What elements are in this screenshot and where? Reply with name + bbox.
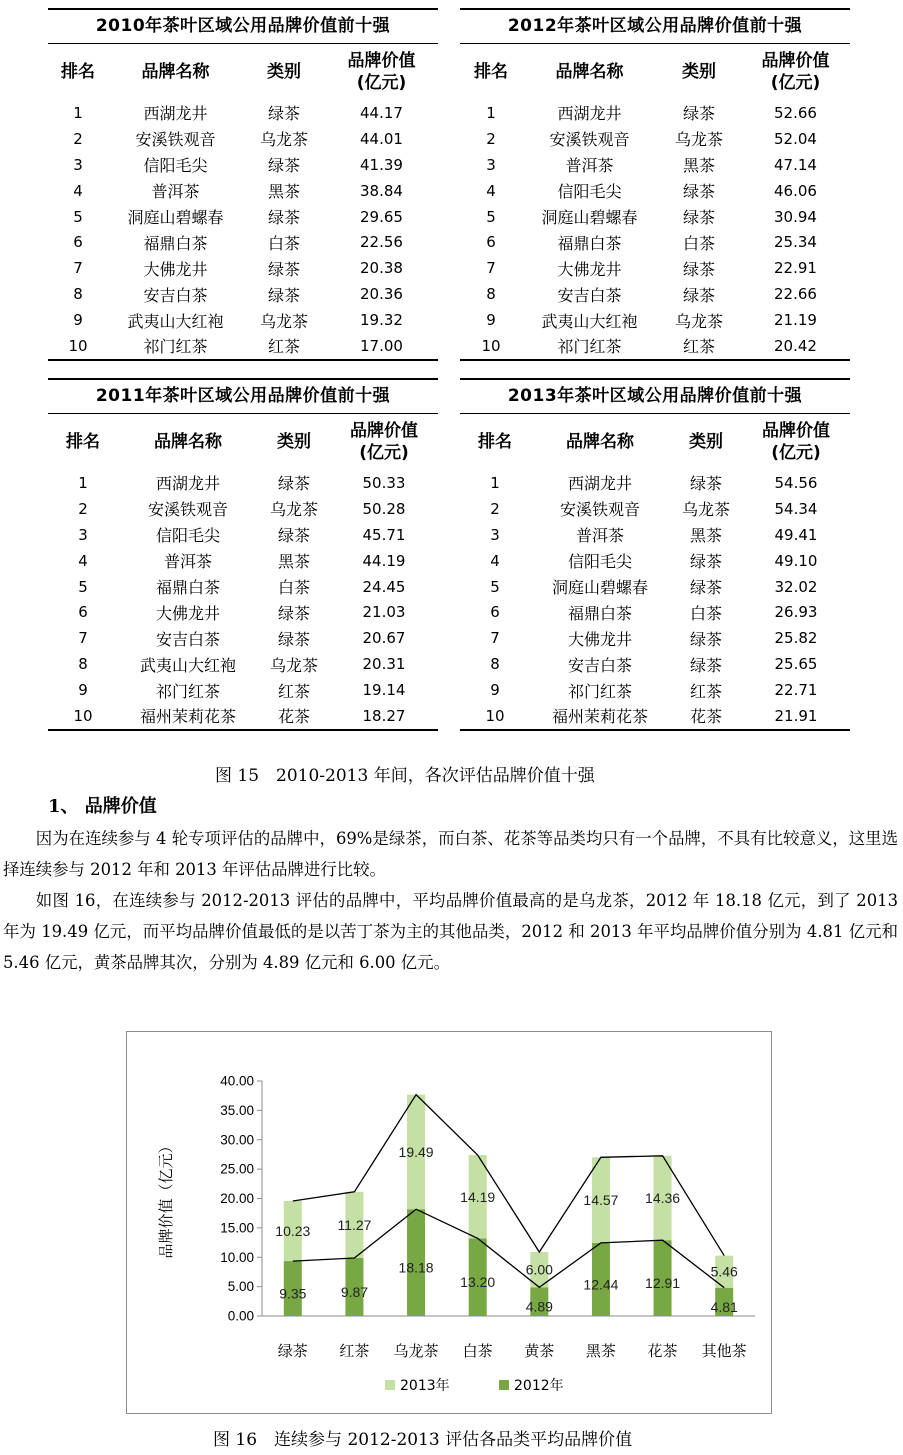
ranking-table [48,414,438,731]
brand-cell: 武夷山大红袍 [139,655,236,675]
y-tick-label: 35.00 [220,1102,254,1118]
col-header-rank: 排名 [474,62,508,82]
value-cell: 19.32 [360,311,403,330]
value-cell: 44.01 [360,129,403,148]
y-axis-label: 品牌价值（亿元） [157,1138,175,1259]
figure-15-caption: 图 15 2010-2013 年间，各次评估品牌价值十强 [215,766,595,786]
table-row [48,100,438,126]
table-row [460,333,850,360]
y-tick-label: 5.00 [227,1279,254,1295]
brand-cell: 福鼎白茶 [567,603,632,623]
brand-cell: 祁门红茶 [108,333,243,360]
rank-cell: 5 [78,577,88,596]
category-cell: 绿茶 [277,474,310,494]
category-cell: 花茶 [670,703,742,730]
table-row [48,178,438,204]
data-label-2012: 9.87 [340,1284,369,1301]
data-label-2012: 12.44 [583,1276,619,1293]
rank-cell: 8 [73,285,83,304]
y-tick-label: 25.00 [220,1161,254,1177]
rank-cell: 5 [486,207,496,226]
col-header-rank: 排名 [478,432,512,452]
category-cell: 绿茶 [682,104,715,124]
rank-cell: 4 [490,551,500,570]
brand-cell: 大佛龙井 [155,603,220,623]
value-cell: 44.19 [362,551,406,570]
data-label-2013: 19.49 [398,1143,434,1160]
col-header-category: 类别 [277,432,311,452]
category-cell: 绿茶 [689,474,722,494]
value-cell: 26.93 [774,603,818,622]
brand-cell: 安溪铁观音 [549,130,630,150]
category-cell: 绿茶 [682,285,715,305]
table-row [460,599,850,625]
rank-cell: 6 [490,603,500,622]
brand-cell: 西湖龙井 [557,104,622,124]
brand-cell: 大佛龙井 [567,629,632,649]
value-cell: 46.06 [774,181,817,200]
value-cell: 50.28 [362,499,406,518]
value-cell: 22.56 [360,233,403,252]
table-row [48,470,438,496]
rank-cell: 2 [78,499,88,518]
value-cell: 52.66 [774,103,817,122]
category-cell: 绿茶 [689,655,722,675]
data-label-2013: 14.19 [460,1188,496,1205]
rank-cell: 7 [78,629,88,648]
category-cell: 绿茶 [267,104,300,124]
table-row [460,651,850,677]
table-title: 2010年茶叶区域公用品牌价值前十强 [48,8,438,44]
col-header-category: 类别 [689,432,723,452]
value-cell: 22.91 [774,259,817,278]
category-cell: 白茶 [277,578,310,597]
brand-cell: 普洱茶 [575,526,624,546]
y-tick-label: 10.00 [220,1249,254,1265]
data-label-2012: 18.18 [398,1259,434,1276]
value-cell: 21.19 [774,311,817,330]
brand-cell: 福鼎白茶 [557,233,622,253]
y-tick-label: 20.00 [220,1191,254,1206]
rank-cell: 6 [486,233,496,252]
ranking-table [460,44,850,361]
chart-container [126,1031,772,1414]
table-title: 2011年茶叶区域公用品牌价值前十强 [48,378,438,414]
table-row [460,100,850,126]
value-cell: 49.10 [774,551,818,570]
category-cell: 绿茶 [682,259,715,279]
table-row [460,307,850,333]
table-2012 [460,8,850,361]
brand-cell: 普洱茶 [151,182,200,202]
rank-cell: 3 [73,155,83,174]
brand-cell: 安吉白茶 [143,285,208,305]
value-cell: 20.67 [362,629,406,648]
figure-16-caption: 图 16 连续参与 2012-2013 评估各品类平均品牌价值 [213,1430,633,1450]
category-cell: 绿茶 [682,182,715,202]
table-row [48,152,438,178]
brand-cell: 安溪铁观音 [559,500,640,520]
rank-cell: 9 [73,311,83,330]
category-cell: 黑茶 [277,552,310,572]
rank-cell: 3 [78,525,88,544]
col-header-value: 品牌价值 (亿元) [347,51,416,93]
table-2013 [460,378,850,731]
table-row [460,625,850,651]
col-header-rank: 排名 [61,62,95,82]
x-tick-label: 白茶 [462,1342,493,1360]
brand-cell: 祁门红茶 [155,681,220,701]
brand-cell: 西湖龙井 [567,474,632,494]
brand-cell: 祁门红茶 [522,333,657,360]
table-row [48,625,438,651]
brand-cell: 普洱茶 [163,552,212,572]
legend-label: 2012年 [514,1378,564,1394]
category-cell: 红茶 [657,333,741,360]
category-cell: 乌龙茶 [269,500,318,520]
value-cell: 21.91 [742,703,850,730]
table-title: 2012年茶叶区域公用品牌价值前十强 [460,8,850,44]
value-cell: 29.65 [360,207,403,226]
rank-cell: 1 [78,473,88,492]
category-cell: 白茶 [689,603,722,623]
rank-cell: 8 [486,285,496,304]
table-row [48,255,438,281]
value-cell: 19.14 [362,681,406,700]
category-cell: 绿茶 [689,629,722,649]
value-cell: 25.82 [774,629,818,648]
rank-cell: 8 [78,655,88,674]
brand-cell: 福州茉莉花茶 [118,703,258,730]
category-cell: 乌龙茶 [681,500,730,520]
x-tick-label: 乌龙茶 [393,1342,439,1360]
stacked-bar-chart [127,1032,773,1415]
table-2010 [48,8,438,361]
category-cell: 花茶 [258,703,330,730]
brand-cell: 信阳毛尖 [567,552,632,572]
rank-cell: 5 [490,577,500,596]
rank-cell: 1 [73,103,83,122]
value-cell: 25.34 [774,233,817,252]
value-cell: 54.34 [774,499,818,518]
table-row [460,522,850,548]
rank-cell: 3 [490,525,500,544]
value-cell: 25.65 [774,655,818,674]
col-header-rank: 排名 [66,432,100,452]
rank-cell: 9 [490,681,500,700]
value-cell: 20.36 [360,285,403,304]
col-header-brand: 品牌名称 [141,62,210,82]
value-cell: 38.84 [360,181,403,200]
category-cell: 绿茶 [689,552,722,572]
category-cell: 绿茶 [277,603,310,623]
rank-cell: 2 [486,129,496,148]
table-row [48,307,438,333]
data-label-2013: 5.46 [710,1263,738,1280]
brand-cell: 西湖龙井 [155,474,220,494]
rank-cell: 7 [73,259,83,278]
data-label-2013: 11.27 [337,1216,372,1233]
table-row [48,548,438,574]
brand-cell: 洞庭山碧螺春 [127,208,224,227]
category-cell: 乌龙茶 [259,130,308,150]
category-cell: 乌龙茶 [674,130,723,150]
x-tick-label: 花茶 [647,1342,678,1360]
category-cell: 白茶 [682,233,715,253]
category-cell: 绿茶 [267,259,300,279]
value-cell: 18.27 [330,703,438,730]
col-header-brand: 品牌名称 [555,62,624,82]
col-header-value: 品牌价值 (亿元) [350,421,418,463]
table-row [460,255,850,281]
table-row [48,333,438,360]
brand-cell: 洞庭山碧螺春 [551,578,648,597]
value-cell: 41.39 [360,155,403,174]
value-cell: 54.56 [774,473,818,492]
brand-cell: 安溪铁观音 [135,130,216,150]
x-tick-label: 黄茶 [524,1342,555,1360]
table-row [48,522,438,548]
category-cell: 绿茶 [267,208,300,227]
value-cell: 17.00 [325,333,438,360]
brand-cell: 安吉白茶 [155,629,220,649]
value-cell: 30.94 [774,207,817,226]
table-row [460,703,850,730]
brand-cell: 武夷山大红袍 [127,311,224,331]
category-cell: 白茶 [267,233,300,253]
data-label-2013: 6.00 [525,1261,553,1278]
table-row [460,204,850,230]
data-label-2012: 13.20 [460,1274,496,1291]
brand-cell: 西湖龙井 [143,104,208,124]
ranking-table [48,44,438,361]
rank-cell: 2 [490,499,500,518]
col-header-category: 类别 [682,62,716,82]
value-cell: 20.42 [741,333,850,360]
brand-cell: 福州茉莉花茶 [530,703,670,730]
category-cell: 绿茶 [277,526,310,546]
brand-cell: 安吉白茶 [557,285,622,305]
rank-cell: 1 [486,103,496,122]
value-cell: 45.71 [362,525,406,544]
brand-cell: 安吉白茶 [567,655,632,675]
rank-cell: 9 [486,311,496,330]
rank-cell: 9 [78,681,88,700]
table-row [48,677,438,703]
table-row [48,229,438,255]
value-cell: 50.33 [362,473,406,492]
table-row [48,281,438,307]
paragraph: 因为在连续参与 4 轮专项评估的品牌中，69%是绿茶，而白茶、花茶等品类均只有一个品牌，不具有比较意义，这里选择连续参与 2012 年和 2013 年评估品牌进行比较。 [3,829,898,879]
data-label-2013: 10.23 [275,1223,311,1240]
category-cell: 绿茶 [682,208,715,227]
data-label-2013: 14.36 [645,1189,681,1206]
brand-cell: 洞庭山碧螺春 [541,208,638,227]
value-cell: 47.14 [774,155,817,174]
rank-cell: 10 [460,703,530,730]
category-cell: 黑茶 [267,182,300,202]
rank-cell: 10 [460,333,522,360]
table-row [460,548,850,574]
category-cell: 绿茶 [267,285,300,305]
value-cell: 49.41 [774,525,818,544]
x-tick-label: 红茶 [339,1342,370,1360]
rank-cell: 6 [73,233,83,252]
table-row [48,703,438,730]
rank-cell: 4 [486,181,496,200]
category-cell: 黑茶 [682,156,715,176]
legend-swatch [499,1380,509,1390]
value-cell: 20.38 [360,259,403,278]
category-cell: 黑茶 [689,526,722,546]
table-row [460,496,850,522]
table-row [48,204,438,230]
y-tick-label: 15.00 [220,1220,254,1236]
value-cell: 20.31 [362,655,406,674]
brand-cell: 祁门红茶 [567,681,632,701]
rank-cell: 10 [48,703,118,730]
table-row [48,574,438,600]
rank-cell: 6 [78,603,88,622]
table-row [460,281,850,307]
col-header-value: 品牌价值 (亿元) [762,421,830,463]
x-tick-label: 其他茶 [701,1342,747,1360]
y-tick-label: 40.00 [220,1073,254,1089]
table-row [48,599,438,625]
rank-cell: 7 [486,259,496,278]
data-label-2012: 4.81 [710,1298,738,1315]
category-cell: 红茶 [243,333,325,360]
data-label-2012: 4.89 [525,1298,553,1315]
category-cell: 红茶 [689,681,722,701]
col-header-brand: 品牌名称 [154,432,222,452]
brand-cell: 福鼎白茶 [155,578,220,597]
category-cell: 红茶 [277,681,310,701]
x-tick-label: 绿茶 [277,1342,308,1360]
table-row [460,152,850,178]
value-cell: 24.45 [362,577,406,596]
legend-swatch [385,1380,395,1390]
category-cell: 乌龙茶 [259,311,308,331]
rank-cell: 1 [490,473,500,492]
table-row [48,651,438,677]
value-cell: 52.04 [774,129,817,148]
rank-cell: 3 [486,155,496,174]
data-label-2012: 12.91 [645,1275,681,1292]
rank-cell: 4 [78,551,88,570]
data-label-2013: 14.57 [583,1192,619,1209]
value-cell: 22.66 [774,285,817,304]
legend-label: 2013年 [400,1378,450,1394]
table-row [460,126,850,152]
x-tick-label: 黑茶 [585,1342,616,1360]
value-cell: 22.71 [774,681,818,700]
col-header-category: 类别 [267,62,301,82]
value-cell: 32.02 [774,577,818,596]
table-2011 [48,378,438,731]
brand-cell: 普洱茶 [565,156,614,176]
brand-cell: 福鼎白茶 [143,233,208,253]
col-header-brand: 品牌名称 [566,432,634,452]
table-row [460,229,850,255]
rank-cell: 5 [73,207,83,226]
table-row [460,178,850,204]
table-row [460,470,850,496]
rank-cell: 10 [48,333,108,360]
category-cell: 乌龙茶 [269,655,318,675]
paragraph: 如图 16，在连续参与 2012-2013 评估的品牌中，平均品牌价值最高的是乌龙茶，2012 年 18.18 亿元，到了 2013 年为 19.49 亿元，而平均品牌价值最低的是以苦丁茶为主的其他品类，2012 和 2013 年平均品牌价值分别为 4.81 亿元和 5.46 亿元，黄茶品牌其次，分别为 4.89 亿元和 6.00 亿元。 [3,891,898,972]
value-cell: 44.17 [360,103,403,122]
y-tick-label: 0.00 [227,1308,254,1324]
table-row [460,677,850,703]
category-cell: 绿茶 [689,578,722,597]
brand-cell: 大佛龙井 [143,259,208,279]
category-cell: 绿茶 [277,629,310,649]
category-cell: 绿茶 [267,156,300,176]
brand-cell: 信阳毛尖 [155,526,220,546]
table-row [48,496,438,522]
table-row [460,574,850,600]
rank-cell: 4 [73,181,83,200]
brand-cell: 信阳毛尖 [557,182,622,202]
value-cell: 21.03 [362,603,406,622]
section-heading: 1、 品牌价值 [48,796,157,817]
brand-cell: 安溪铁观音 [147,500,228,520]
table-title: 2013年茶叶区域公用品牌价值前十强 [460,378,850,414]
brand-cell: 大佛龙井 [557,259,622,279]
brand-cell: 武夷山大红袍 [541,311,638,331]
rank-cell: 2 [73,129,83,148]
rank-cell: 8 [490,655,500,674]
data-label-2012: 9.35 [279,1285,307,1302]
rank-cell: 7 [490,629,500,648]
category-cell: 乌龙茶 [674,311,723,331]
col-header-value: 品牌价值 (亿元) [761,51,830,93]
table-row [48,126,438,152]
ranking-table [460,414,850,731]
brand-cell: 信阳毛尖 [143,156,208,176]
body-text [3,823,898,978]
y-tick-label: 30.00 [220,1132,254,1148]
